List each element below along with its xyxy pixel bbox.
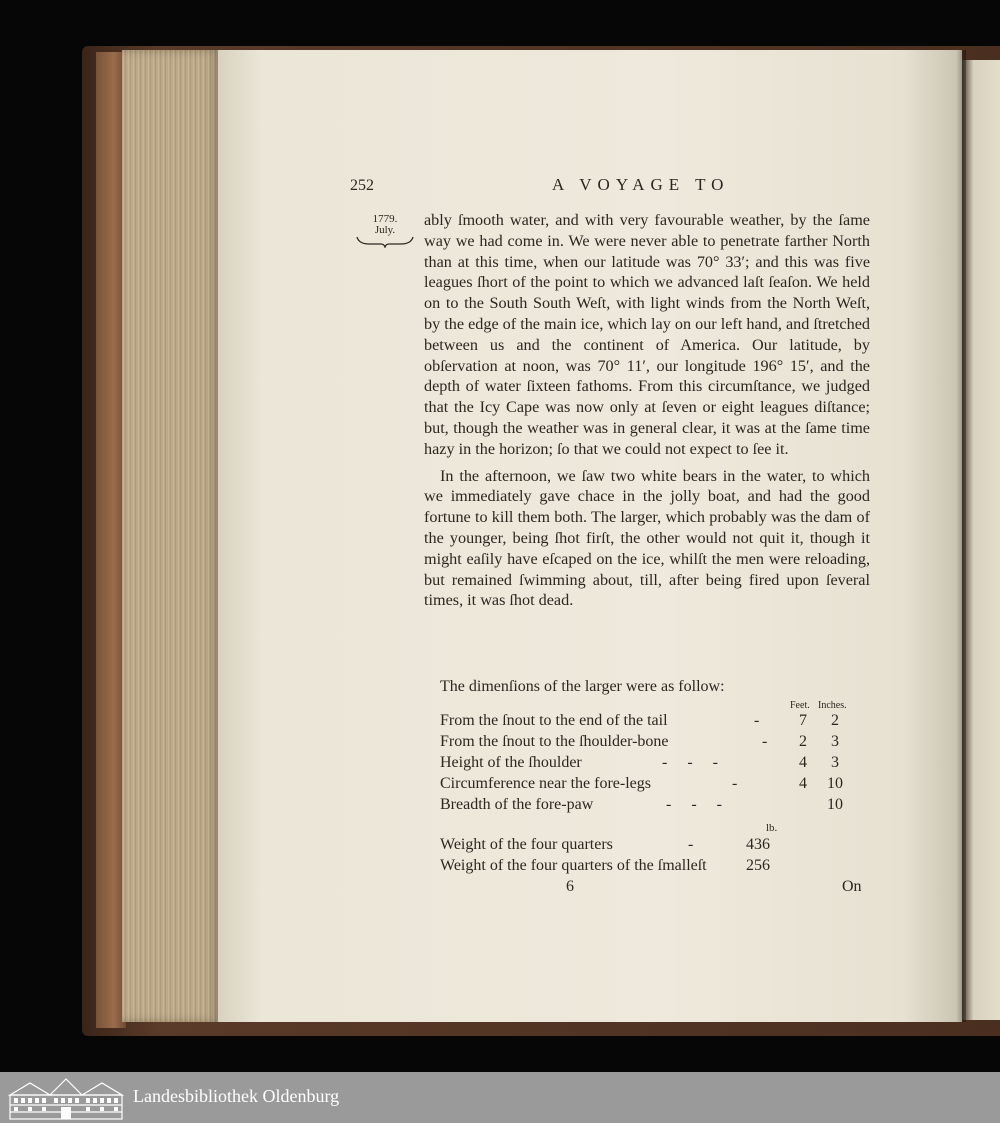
- weight-unit-header: lb.: [766, 822, 778, 834]
- weight-row: [440, 857, 860, 877]
- dimensions-intro: The dimenſions of the larger were as follow:: [440, 678, 725, 695]
- dimension-row: [440, 754, 860, 774]
- paragraph-1: ably ſmooth water, and with very favourable weather, by the ſame way we had come in. We were never able to penetrate farther North than at this time, when our latitude was 70° 33′; and this was five leagues ſhort of the point to which we advanced laſt ſeaſon. We held on to the South South Weſt, with light winds from the North Weſt, by the edge of the main ice, which lay on our left hand, and ſtretched between us and the continent of America. Our latitude, by obſervation at noon, was 70° 11′, our longitude 196° 15′, and the depth of water ſixteen fathoms. From this circumſtance, we judged that the Icy Cape was now only at ſeven or eight leagues diſtance; but, though the weather was in general clear, it was at the ſame time hazy in the horizon; ſo that we could not expect to ſee it.: [424, 211, 870, 458]
- catchword: On: [842, 878, 862, 895]
- leader-dash: -: [732, 775, 738, 792]
- dimension-label: Height of the ſhoulder: [440, 754, 582, 771]
- dimension-row: [440, 796, 860, 816]
- dimension-inches: 2: [831, 712, 839, 729]
- dimension-inches: 3: [831, 754, 839, 771]
- weight-value: 436: [746, 836, 770, 853]
- leader-dash: - - -: [662, 754, 718, 771]
- running-head: A VOYAGE TO: [552, 175, 730, 194]
- dimension-row: [440, 712, 860, 732]
- library-name: Landesbibliothek Oldenburg: [133, 1086, 340, 1106]
- signature-mark: 6: [566, 878, 574, 895]
- margin-date-year: 1779.: [372, 213, 398, 225]
- margin-brace-icon: [355, 234, 415, 248]
- leader-dash: -: [754, 712, 760, 729]
- facing-page-edge: [962, 60, 1000, 1020]
- dimension-label: Circumference near the fore-legs: [440, 775, 651, 792]
- dimension-row: [440, 775, 860, 795]
- dimension-label: From the ſnout to the ſhoulder-bone: [440, 733, 669, 750]
- page-gutter-shadow: [956, 50, 966, 1022]
- dimension-feet: 2: [799, 733, 807, 750]
- library-building-logo-icon: [8, 1075, 124, 1121]
- dimension-feet: 7: [799, 712, 807, 729]
- weight-label: Weight of the four quarters of the ſmalleſt: [440, 857, 707, 874]
- page-number: 252: [350, 177, 374, 194]
- dimension-feet: 4: [799, 775, 807, 792]
- page-block-edge: [122, 50, 220, 1022]
- dimension-inches: 3: [831, 733, 839, 750]
- footer-bar: [0, 1072, 1000, 1123]
- weight-row: [440, 836, 860, 856]
- weight-label: Weight of the four quarters: [440, 836, 613, 853]
- margin-date-month: July.: [374, 224, 396, 236]
- dimension-label: Breadth of the fore-paw: [440, 796, 594, 813]
- leader-dash: - - -: [666, 796, 722, 813]
- leader-dash: -: [688, 836, 694, 853]
- leader-dash: -: [762, 733, 768, 750]
- paragraph-2: In the afternoon, we ſaw two white bears in the water, to which we immediately gave chace in the jolly boat, and had the good fortune to kill them both. The larger, which probably was the dam of the younger, being ſhot firſt, the other would not quit it, though it might eaſily have eſcaped on the ice, whilſt the men were reloading, but remained ſwimming about, till, after being fired upon ſeveral times, it was ſhot dead.: [424, 466, 870, 610]
- weight-value: 256: [746, 857, 770, 874]
- column-header-inches: Inches.: [818, 700, 847, 711]
- dimension-label: From the ſnout to the end of the tail: [440, 712, 668, 729]
- dimension-inches: 10: [827, 796, 843, 813]
- dimension-row: [440, 733, 860, 753]
- dimension-inches: 10: [827, 775, 843, 792]
- dimension-feet: 4: [799, 754, 807, 771]
- body-text: [424, 210, 870, 611]
- column-header-feet: Feet.: [790, 700, 810, 711]
